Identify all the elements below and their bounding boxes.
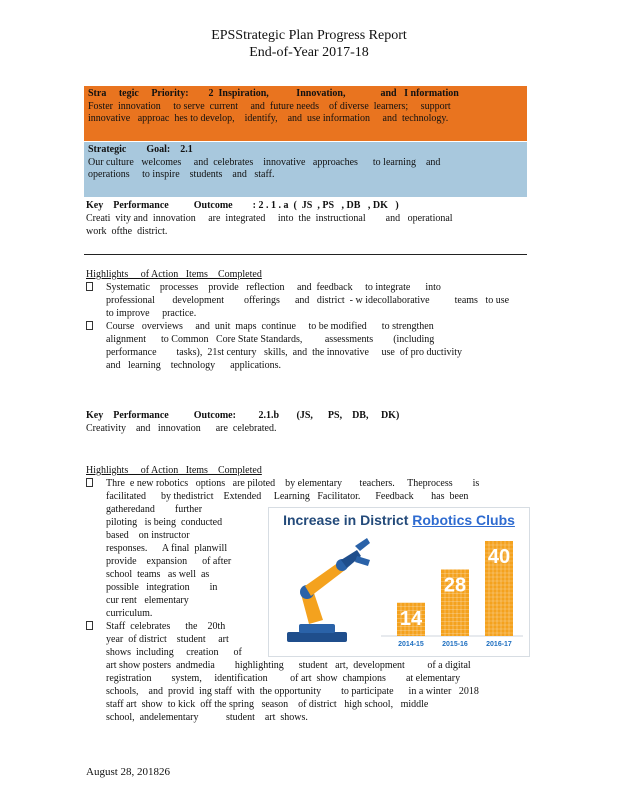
priority-text-line2: innovative approac hes to develop, identify, and use information and technology. [88, 113, 449, 124]
item-line: cur rent elementary [106, 595, 189, 606]
bar-value-label: 14 [399, 607, 423, 630]
item-line: provide expansion of after [106, 556, 232, 567]
report-title: EPSStrategic Plan Progress Report [211, 28, 407, 43]
goal-text-line2: operations to inspire students and staff. [88, 169, 275, 180]
priority-text-line1: Foster innovation to serve current and future needs of diverse learners; support [88, 100, 451, 112]
highlights-section-1 [86, 268, 526, 372]
item-line: piloting is being conducted [106, 517, 223, 528]
bar-category-label: 2014-15 [398, 641, 424, 648]
kpo-a-label: Key Performance Outcome : 2 . 1 . a ( JS , PS , DB , DK ) [86, 200, 399, 211]
goal-label: Strategic Goal: 2.1 [88, 144, 193, 155]
robot-arm-icon [287, 538, 370, 642]
infographic-title-prefix: Increase in District [283, 512, 413, 528]
item-line: shows including creation of [106, 647, 242, 658]
item-line: schools, and provid ing staff with the opportunity to participate in a winter 2018 [106, 686, 479, 697]
kpo-b-label: Key Performance Outcome: 2.1.b (JS, PS, DB, DK) [86, 410, 400, 421]
kpo-a-line2: work ofthe district. [86, 226, 168, 237]
item-line: Thre e new robotics options are piloted by elementary teachers. Theprocess is [106, 478, 480, 489]
kpo-a-line1: Creati vity and innovation are integrated into the instructional and operational [86, 213, 453, 224]
bar-value-label: 40 [487, 546, 511, 568]
bar-value-label: 28 [443, 574, 467, 597]
bullet-icon [86, 478, 93, 487]
item-line: responses. A final planwill [106, 543, 228, 554]
item-line: art show posters andmedia highlighting student art, development of a digital [106, 660, 471, 671]
robotics-chart [269, 508, 529, 656]
item-line: alignment to Common Core State Standards, assessments (including [106, 334, 435, 345]
section-divider [84, 254, 527, 255]
item-line: to improve practice. [106, 308, 197, 319]
priority-label: Stra tegic Priority: 2 Inspiration, Innovation, and I nformation [88, 88, 459, 99]
report-subtitle: End-of-Year 2017-18 [249, 45, 369, 60]
item-line: school teams as well as [106, 569, 210, 580]
footer-date: August 28, 201826 [86, 766, 171, 778]
highlights-heading-2: Highlights of Action Items Completed [86, 465, 262, 476]
item-line: possible integration in [106, 582, 218, 593]
highlights-heading-1: Highlights of Action Items Completed [86, 269, 262, 280]
bullet-icon [86, 321, 93, 330]
bars-group [397, 541, 513, 648]
item-line: year of district student art [106, 634, 229, 645]
item-line: curriculum. [106, 608, 153, 619]
item-line: Staff celebrates the 20th [106, 621, 226, 632]
item-line: Systematic processes provide reflection and feedback to integrate into [106, 282, 441, 293]
goal-text-line1: Our culture welcomes and celebrates innovative approaches to learning and [88, 156, 441, 168]
strategic-goal-band [84, 142, 527, 197]
kpo-b-line1: Creativity and innovation are celebrated. [86, 423, 277, 434]
item-line: gatheredand further [106, 504, 203, 515]
item-line: performance tasks), 21st century skills, and the innovative use of pro ductivity [106, 347, 463, 358]
list-item [86, 320, 526, 372]
list-item [86, 281, 526, 320]
item-line: Course overviews and unit maps continue to be modified to strengthen [106, 321, 434, 332]
bullet-icon [86, 621, 93, 630]
infographic-title-highlight: Robotics Clubs [412, 512, 515, 528]
item-line: facilitated by thedistrict Extended Learning Facilitator. Feedback has been [106, 491, 469, 502]
bar-category-label: 2015-16 [442, 641, 468, 648]
bullet-icon [86, 282, 93, 291]
kpo-a-section [86, 199, 526, 238]
item-line: registration system, identification of art show champions at elementary [106, 673, 461, 684]
item-line: staff art show to kick off the spring season of district high school, middle [106, 699, 429, 710]
item-line: school, andelementary student art shows. [106, 712, 308, 723]
item-line: based on instructor [106, 530, 190, 541]
kpo-b-section [86, 409, 526, 435]
bar-category-label: 2016-17 [486, 641, 512, 648]
strategic-priority-band [84, 86, 527, 141]
robotics-clubs-infographic [268, 507, 530, 657]
item-line: professional development offerings and district - w idecollaborative teams to use [106, 295, 510, 306]
item-line: and learning technology applications. [106, 360, 281, 371]
